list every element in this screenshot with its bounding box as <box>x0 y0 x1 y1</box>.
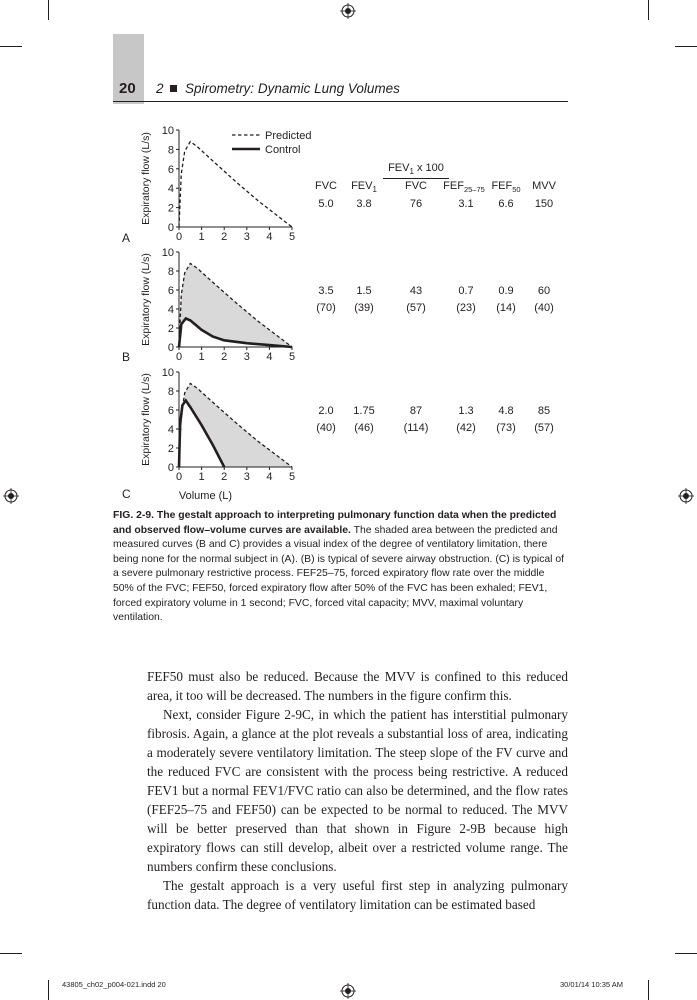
table-value: 3.8 <box>356 198 372 210</box>
running-header <box>156 81 400 96</box>
registration-mark-icon <box>340 3 356 19</box>
table-percent-predicted: (57) <box>534 422 554 434</box>
table-group-header: $FEV_1$ x 100 <box>388 162 444 177</box>
page-number: 20 <box>119 80 136 97</box>
fraction-bar <box>383 178 449 179</box>
x-tick-label: 3 <box>243 231 250 243</box>
table-value: 4.8 <box>498 405 514 417</box>
x-tick-label: 2 <box>221 231 228 243</box>
x-tick-label: 5 <box>288 471 296 483</box>
y-tick-label: 0 <box>167 462 174 474</box>
shaded-area <box>179 263 292 347</box>
square-bullet-icon <box>170 85 177 92</box>
y-tick-label: 6 <box>167 405 174 417</box>
header-rule <box>113 101 568 102</box>
x-tick-label: 0 <box>175 351 183 363</box>
legend-predicted-label: Predicted <box>265 130 312 142</box>
y-tick-label: 0 <box>167 342 174 354</box>
y-tick-label: 10 <box>161 247 174 259</box>
table-value: 43 <box>409 285 423 297</box>
x-tick-label: 0 <box>175 471 183 483</box>
body-text <box>147 667 568 914</box>
table-value: 3.1 <box>458 198 474 210</box>
figure-table <box>300 155 575 455</box>
table-value: 1.75 <box>353 405 375 417</box>
crop-mark <box>675 46 697 47</box>
x-tick-label: 2 <box>221 351 228 363</box>
y-tick-label: 0 <box>167 222 174 234</box>
y-tick-label: 10 <box>161 125 174 137</box>
col-header-fvc: FVC <box>315 180 337 192</box>
legend <box>232 130 311 156</box>
table-value: 0.9 <box>498 285 514 297</box>
table-value: 2.0 <box>318 405 334 417</box>
table-value: 3.5 <box>318 285 334 297</box>
table-percent-predicted: (57) <box>406 302 426 314</box>
table-value: 6.6 <box>498 198 514 210</box>
y-tick-label: 4 <box>167 183 174 196</box>
registration-mark-icon <box>678 488 694 504</box>
table-value: 76 <box>409 198 423 210</box>
y-tick-label: 8 <box>167 266 174 278</box>
flow-volume-panel-b <box>140 247 295 363</box>
table-percent-predicted: (23) <box>456 302 476 314</box>
crop-mark <box>648 980 649 1000</box>
x-tick-label: 4 <box>266 231 273 243</box>
x-tick-label: 1 <box>198 351 205 363</box>
y-tick-label: 2 <box>167 323 174 335</box>
panel-letter-a: A <box>122 231 131 245</box>
y-tick-label: 4 <box>167 424 174 436</box>
crop-mark <box>48 0 49 20</box>
table-percent-predicted: (70) <box>316 302 336 314</box>
footer-date: 30/01/14 10:35 AM <box>560 980 623 989</box>
footer-filename: 43805_ch02_p004-021.indd 20 <box>62 980 166 989</box>
table-percent-predicted: (114) <box>403 422 429 434</box>
y-tick-label: 2 <box>167 443 174 455</box>
panel-letter-c: C <box>122 487 131 501</box>
table-percent-predicted: (14) <box>496 302 516 314</box>
y-tick-label: 6 <box>167 285 174 297</box>
panel-letter-b: B <box>122 350 131 364</box>
x-tick-label: 0 <box>175 231 183 243</box>
caption-text: The shaded area between the predicted and measured curves (B and C) provides a visual index of the degree of ventilatory limitation, there being none for the normal subject in (A). (B) is typical of severe airway obstruction. (C) is typical of a severe pulmonary restrictive process. FEF25–75, forced expiratory flow rate over the middle 50% of the FVC; FEF50, forced expiratory flow after 50% of the FVC has been exhaled; FEV1, forced expiratory volume in 1 second; FVC, forced vital capacity; MVV, maximal voluntary ventilation. <box>113 524 565 624</box>
y-tick-label: 2 <box>167 202 174 215</box>
col-header-fev1: $FEV_1$ <box>351 180 377 195</box>
col-header-fef25-75: $FEF_{25-75}$ <box>443 180 485 195</box>
x-tick-label: 5 <box>288 231 296 243</box>
table-value: 87 <box>409 405 423 417</box>
x-tick-label: 3 <box>243 471 250 483</box>
x-tick-label: 4 <box>266 351 273 363</box>
chapter-title: Spirometry: Dynamic Lung Volumes <box>185 81 400 96</box>
x-tick-label: 2 <box>221 471 228 483</box>
caption-label: FIG. 2-9. <box>113 510 154 521</box>
y-tick-label: 4 <box>167 304 174 316</box>
legend-control-label: Control <box>265 144 301 156</box>
table-value: 5.0 <box>318 198 334 210</box>
x-tick-label: 1 <box>198 471 205 483</box>
y-tick-label: 10 <box>161 367 174 379</box>
y-axis-label: Expiratory flow (L/s) <box>140 253 152 346</box>
crop-mark <box>0 46 22 47</box>
table-percent-predicted: (73) <box>496 422 516 434</box>
flow-volume-panel-a <box>140 125 295 243</box>
x-tick-label: 5 <box>288 351 296 363</box>
table-value: 150 <box>534 198 554 210</box>
registration-mark-icon <box>340 983 356 999</box>
x-axis-label: Volume (L) <box>178 490 233 502</box>
table-value: 60 <box>537 285 551 297</box>
table-value: 85 <box>537 405 551 417</box>
chapter-number: 2 <box>156 81 164 96</box>
registration-mark-icon <box>3 488 19 504</box>
table-percent-predicted: (39) <box>354 302 374 314</box>
y-tick-label: 8 <box>167 386 174 398</box>
y-tick-label: 6 <box>167 163 174 176</box>
flow-volume-figure <box>110 120 320 505</box>
shaded-area <box>179 383 292 467</box>
col-header-fef50: $FEF_{50}$ <box>491 180 521 195</box>
table-percent-predicted: (40) <box>534 302 554 314</box>
crop-mark <box>648 0 649 20</box>
figure-caption <box>113 509 568 626</box>
table-value: 1.3 <box>458 405 474 417</box>
paragraph: The gestalt approach is a very useful first step in analyzing pulmonary function data. The degree of ventilatory limitation can be estimated based <box>147 878 568 912</box>
crop-mark <box>0 953 22 954</box>
col-header-ratio: FVC <box>405 180 427 192</box>
y-tick-label: 8 <box>167 144 174 157</box>
x-tick-label: 3 <box>243 351 250 363</box>
paragraph: FEF50 must also be reduced. Because the MVV is confined to this reduced area, it too will be decreased. The numbers in the figure confirm this. <box>147 669 568 703</box>
table-percent-predicted: (40) <box>316 422 336 434</box>
x-tick-label: 1 <box>198 231 205 243</box>
crop-mark <box>675 953 697 954</box>
table-percent-predicted: (42) <box>456 422 476 434</box>
y-axis-label: Expiratory flow (L/s) <box>140 132 152 225</box>
y-axis-label: Expiratory flow (L/s) <box>140 373 152 466</box>
col-header-mvv: MVV <box>532 180 556 192</box>
x-tick-label: 4 <box>266 471 273 483</box>
crop-mark <box>48 980 49 1000</box>
table-value: 0.7 <box>458 285 474 297</box>
caption-title: The gestalt approach to interpreting pulmonary function data when the predicted and observed flow–volume curves are available. <box>113 510 557 536</box>
table-percent-predicted: (46) <box>354 422 374 434</box>
flow-volume-panel-c <box>140 367 295 502</box>
table-value: 1.5 <box>356 285 372 297</box>
paragraph: Next, consider Figure 2-9C, in which the patient has interstitial pulmonary fibrosis. Again, a glance at the plot reveals a substantial loss of area, indicating a moderately severe ventilatory limitation. The steep slope of the FV curve and the reduced FVC are consistent with the process being restrictive. A reduced FEV1 but a normal FEV1/FVC ratio can also be determined, and the flow rates (FEF25–75 and FEF50) can be expected to be normal to reduced. The MVV will be better preserved than that shown in Figure 2-9B because high expiratory flows can still develop, albeit over a restricted volume range. The numbers confirm these conclusions. <box>147 707 568 874</box>
